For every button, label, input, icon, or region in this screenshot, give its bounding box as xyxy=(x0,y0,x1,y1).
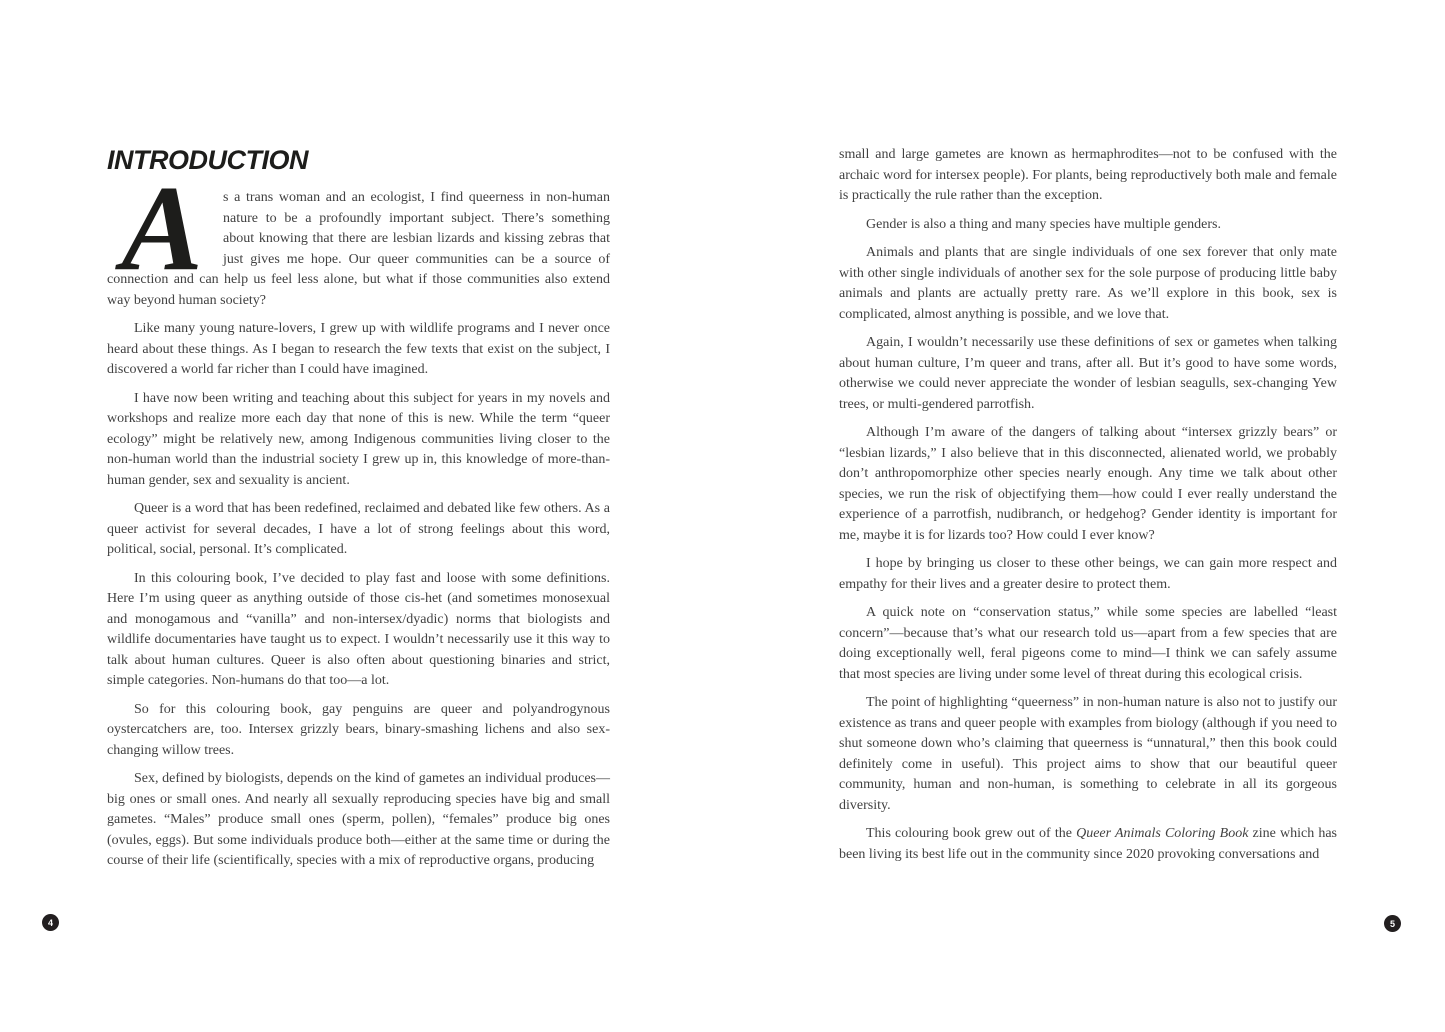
paragraph: So for this colouring book, gay penguins are queer and polyandrogynous oystercatchers are, too. Intersex grizzly bears, binary-smashing lichens and also sex-changing willow trees. xyxy=(107,701,610,758)
paragraph: I have now been writing and teaching about this subject for years in my novels and workshops and realize more each day that none of this is new. While the term “queer ecology” might be relatively new, among Indigenous communities living closer to the non-human world than the industrial society I grew up in, this knowledge of more-than-human gender, sex and sexuality is ancient. xyxy=(107,390,610,488)
paragraph: Gender is also a thing and many species have multiple genders. xyxy=(866,216,1221,232)
continuation-paragraph: small and large gametes are known as hermaphrodites—not to be confused with the archaic word for intersex people). For plants, being reproductively both male and female is practically the rule rather than the exception. xyxy=(839,147,1337,203)
page-right xyxy=(839,145,1337,873)
chapter-heading: INTRODUCTION xyxy=(107,145,308,175)
opening-paragraph xyxy=(107,161,610,311)
paragraph: A quick note on “conservation status,” while some species are labelled “least concern”—because that’s what our research told us—apart from a few species that are doing exceptionally well, feral pigeons come to mind—I think we can safely assume that most species are living under some level of threat during this ecological crisis. xyxy=(839,605,1337,682)
closing-paragraph xyxy=(839,824,1337,865)
closing-paragraph-text: zine which has been living its best life out in the community since 2020 provoking conversations and xyxy=(839,826,1337,862)
drop-cap: A xyxy=(121,161,203,296)
page-number-badge-right: 5 xyxy=(1384,915,1401,932)
paragraph: Like many young nature-lovers, I grew up with wildlife programs and I never once heard about these things. As I began to research the few texts that exist on the subject, I discovered a world far richer than I could have imagined. xyxy=(107,321,610,377)
paragraph: Again, I wouldn’t necessarily use these definitions of sex or gametes when talking about human culture, I’m queer and trans, after all. But it’s good to have some words, otherwise we could never appreciate the wonder of lesbian seagulls, sex-changing Yew trees, or multi-gendered parrotfish. xyxy=(839,335,1337,412)
page-number-badge-left: 4 xyxy=(42,914,59,931)
opening-paragraph-text: s a trans woman and an ecologist, I find queerness in non-human nature to be a profoundly important subject. There’s something about knowing that there are lesbian lizards and kissing zebras that just gives me hope. Our queer communities can be a source of connection and can help us feel less alone, but what if those communities also extend way beyond human society? xyxy=(107,190,610,308)
closing-paragraph-text: This colouring book grew out of the xyxy=(866,826,1077,841)
book-title: Queer Animals Coloring Book xyxy=(1076,826,1249,841)
page-left xyxy=(107,145,610,880)
paragraph: In this colouring book, I’ve decided to play fast and loose with some definitions. Here I’m using queer as anything outside of those cis-het (and sometimes monosexual and monogamous and “vanilla” and non-intersex/dyadic) norms that biologists and wildlife documentaries have taught us to expect. I wouldn’t necessarily use it this way to talk about human cultures. Queer is also often about questioning binaries and strict, simple categories. Non-humans do that too—a lot. xyxy=(107,570,610,688)
paragraph: Although I’m aware of the dangers of talking about “intersex grizzly bears” or “lesbian lizards,” I also believe that in this disconnected, alienated world, we probably don’t anthropomorphize other species nearly enough. Any time we talk about other species, we run the risk of objectifying them—how could I ever really understand the experience of a parrotfish, nudibranch, or hedgehog? Gender identity is important for me, maybe it is for lizards too? How could I ever know? xyxy=(839,425,1337,543)
paragraph: Animals and plants that are single individuals of one sex forever that only mate with other single individuals of another sex for the sole purpose of producing little baby animals and plants are actually pretty rare. As we’ll explore in this book, sex is complicated, almost anything is possible, and we love that. xyxy=(839,245,1337,322)
paragraph: Queer is a word that has been redefined, reclaimed and debated like few others. As a queer activist for several decades, I have a lot of strong feelings about this word, political, social, personal. It’s complicated. xyxy=(107,501,610,557)
paragraph: The point of highlighting “queerness” in non-human nature is also not to justify our existence as trans and queer people with examples from biology (although if you need to shut someone down who’s claiming that queerness is “unnatural,” then this book could definitely come in useful). This project aims to show that our beautiful queer community, human and non-human, is something to celebrate in all its gorgeous diversity. xyxy=(839,695,1337,813)
paragraph: I hope by bringing us closer to these other beings, we can gain more respect and empathy for their lives and a greater desire to protect them. xyxy=(839,556,1337,592)
paragraph: Sex, defined by biologists, depends on the kind of gametes an individual produces—big ones or small ones. And nearly all sexually reproducing species have big and small gametes. “Males” produce small ones (sperm, pollen), “females” produce big ones (ovules, eggs). But some individuals produce both—either at the same time or during the course of their life (scientifically, species with a mix of reproductive organs, producing xyxy=(107,771,610,868)
